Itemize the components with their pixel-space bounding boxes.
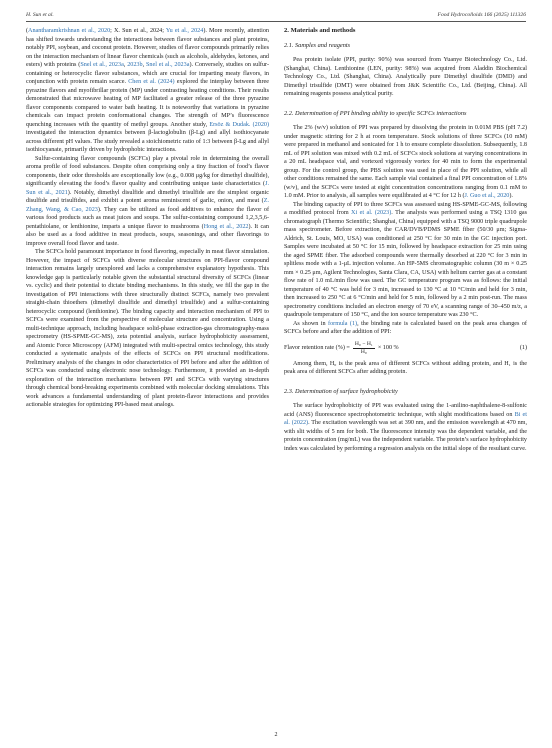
paragraph xyxy=(284,360,527,377)
equation-number: (1) xyxy=(519,344,527,351)
subsection-heading-samples: 2.1. Samples and reagents xyxy=(284,41,351,49)
paragraph xyxy=(26,155,269,249)
equation-fraction xyxy=(353,341,375,356)
paragraph xyxy=(284,124,527,201)
header-rule xyxy=(26,21,526,22)
text-run: . The analysis was performed using a TSQ 1310 gas chromatograph (Thermo Scientific; Shanghai, China) equipped with a TSQ 9000 triple quadrupole mass spectrometer. Before extraction, the CAR/DVB/PDMS SPME fiber (50/30 μm; Sigma-Aldrich, St. Louis, MO, USA) was conditioned at 250 °C for 30 min in the GC injection port. Samples were incubated at 50 °C for 15 min, followed by headspace extraction for 25 min using the aged SPME fiber. The adsorbed compounds were thermally desorbed at 220 °C for 3 min in splitless mode with a 1-μL injection volume. An HP-5MS chromatographic column (30 m × 0.25 mm × 0.25 μm, Agilent Technologies, Santa Clara, CA, USA) with helium carrier gas at a constant flow rate of 1.0 mL/min flow was used. The GC temperature program was as follows: the initial temperature of 40 °C was held for 3 min, increased to 130 °C at 10 °C/min and held for 3 min, then increased to 250 °C at 6 °C/min and held for 5 min, followed by a 2 min post-run. The mass spectrometry conditions included an electron energy of 70 eV, a scanning range of 30–450 m/z, a quadrupole temperature of 150 °C, and the ion source temperature was 230 °C. xyxy=(284,210,528,318)
text-run: Pea protein isolate (PPI, purity: 90%) was sourced from Yuanye Biotechnology Co., Ltd. (Shanghai, China). Lenthionine (LEN, purity: 98%) was acquired from Aladdin Biochemical Technology Co., Ltd. (Shanghai, China). Analytically pure Dimethyl disulfide (DMD) and Dimethyl trisulfide (DMT) were obtained from J&K Scientific Co., Ltd. (Beijing, China). All remaining reagents possess analytical purity. xyxy=(284,57,527,97)
running-header-journal: Food Hydrocolloids 166 (2025) 111326 xyxy=(437,12,526,18)
citation-link[interactable]: Anantharamkrishnan et al., 2020 xyxy=(28,28,111,34)
right-column xyxy=(284,27,527,453)
text-run: ). Notably, dimethyl disulfide and dimethyl trisulfide are the simplest organic disulfide and trisulfides, and exhibit a potent aroma reminiscent of garlic, onion, and meat ( xyxy=(26,189,269,204)
text-run: , xyxy=(142,62,146,68)
citation-link[interactable]: formula (1) xyxy=(328,320,358,327)
paragraph xyxy=(26,248,269,410)
equation-1 xyxy=(284,341,527,356)
citation-link[interactable]: J. Guo et al., 2020 xyxy=(464,193,510,199)
subsection-heading-binding: 2.2. Determination of PPI binding ability to specific SCFCs interactions xyxy=(284,109,467,117)
text-run: . The excitation wavelength was set at 390 nm, and the emission wavelength at 470 nm, with slit widths of 5 nm for both. The fluorescence intensity was the dependent variable, and the protein concentration (mg/mL) was the independent variable. The protein’s surface hydrophobicity index was calculated by performing a regression analysis on the initial slope of the resultant curve. xyxy=(284,420,527,452)
text-run: ). More recently, attention has shifted towards understanding the interactions between flavor substances and plant proteins, notably PPI, soybean, and coconut protein. However, studies of flavor compounds primarily relies on the interaction mechanism of linear flavor chemicals (such as alcohols, aldehydes, ketones, and esters) with proteins ( xyxy=(26,28,269,68)
citation-link[interactable]: Chen et al. (2024) xyxy=(128,79,175,85)
text-run: ). Conversely, studies on sulfur-containing or heterocyclic flavor substances, which are crucial for imparting meaty flavors, in conjunction with protein remain scarce. xyxy=(26,62,270,85)
citation-link[interactable]: J. Sun et al., 2021 xyxy=(26,181,269,196)
subsection-heading-hydrophobicity: 2.3. Determination of surface hydrophobicity xyxy=(284,387,398,395)
citation-link[interactable]: 2023b xyxy=(127,62,143,68)
text-run: As shown in xyxy=(293,320,329,327)
citation-link[interactable]: Bi et al. (2022) xyxy=(284,411,527,426)
paragraph xyxy=(284,201,527,320)
text-run: ( xyxy=(26,28,29,34)
text-run: , xyxy=(123,62,128,68)
text-run: The surface hydrophobicity of PPI was evaluated using the 1-anilino-naphthalene-8-sulfonic acid (ANS) fluorescence spectrophotometric technique, with slight modifications based on xyxy=(284,403,527,418)
text-run: Sulfur-containing flavor compounds (SCFCs) play a pivotal role in determining the overall aroma profile of food substances. Despite often comprising only a tiny fraction of food’s flavor components, their odor thresholds are exceptionally low (e.g., 0.008 μg/kg for dimethyl disulfide), significantly elevating the food’s flavor quality and contributing unique taste characteristics ( xyxy=(26,155,269,187)
equation-lhs: Flavor retention rate (%) = xyxy=(284,344,350,351)
citation-link[interactable]: Snel et al., 2023a xyxy=(145,62,190,68)
text-run: The 2% (w/v) solution of PPI was prepared by dissolving the protein in 0.01M PBS (pH 7.2) under magnetic stirring for 2 h at room temperature. Stock solutions of three SCFCs (10 mM) were prepared in methanol and sonicated for 1 h to ensure complete dissolution. Subsequently, 1.8 mL of PPI solution was mixed with 0.2 mL of SCFCs stock solutions at varying concentrations in a 20 mL headspace vial, and vortexed vigorously vortex for 40 min to form the experimental group. For the control group, the PBS solution was used in place of the PPI solution, while all other conditions remained the same. Each sample vial contained a final PPI concentration of 1.8% (w/v), and the SCFCs were tested at eight concentration concentrations ranging from 0.1 mM to 1.0 mM. Prior to analysis, all samples were equilibrated at 4 °C for 12 h ( xyxy=(284,125,527,199)
text-run: investigated the interaction dynamics between β-lactoglobulin (β-Lg) and allyl isothiocyanate across different pH values. The study revealed a stoichiometric ratio of 1:3 between β-Lg and allyl isothiocyanate, primarily driven by hydrophobic interactions. xyxy=(26,130,269,153)
citation-link[interactable]: Xi et al. (2023) xyxy=(351,210,392,216)
paragraph xyxy=(284,320,527,337)
text-run: ). It can also be used as a food additive in meat products, soups, seasonings, and other flavorings to improve overall food flavor and taste. xyxy=(26,223,269,247)
citation-link[interactable]: Ersöz & Dudak. (2020) xyxy=(209,121,269,128)
citation-link[interactable]: Snel et al., 2023a xyxy=(80,62,124,68)
text-run: explored the interplay between three pyrazine flavors and myofibrillar protein (MP) under contrasting heating conditions. Their results demonstrated that microwave heating of MP facilitated a greater release of the three pyrazine flavor components compared to water bath heating. It is noteworthy that variations in pyrazine chemicals can impact protein conformational changes. The strength of MP’s fluorescence quenching increases with the quantity of methyl groups. Another study, xyxy=(26,79,269,128)
text-run: ; X. Sun et al., 2024; xyxy=(110,28,166,34)
citation-link[interactable]: Hong et al., 2022 xyxy=(203,223,249,230)
equation-numerator: H₀ − H₁ xyxy=(354,340,373,347)
text-run: The SCFCs hold paramount importance in food flavoring, especially in meat flavor simulation. However, the impact of SCFCs with diverse molecular structures on PPI-flavor compound interaction remains largely unexplored and lacks a comprehensive explanatory hypothesis. This knowledge gap is particularly notable given the substantial structural diversity of SCFCs (linear vs. cyclic) and their potential to dictate binding mechanisms. In this study, we fill the gap in the investigation of PPI interactions with three structurally distinct SCFCs, namely two prevalent straight-chain thioethers (dimethyl disulfide and dimethyl trisulfide) and a sulfur-containing heterocyclic compound (lenthionine). The binding capacity and interaction mechanism of PPI to SCFCs were examined from the perspective of molecular structure and concentration. Using a multi-technique approach, including headspace solid-phase extraction-gas chromatography-mass spectrometry (HS-SPME-GC-MS), zeta potential analysis, surface hydrophobicity assessment, and Atomic Force Microscopy (AFM) integrated with multi-spectral omics technology, this study conducted a systematic analysis of the effects of SCFCs on PPI structural modifications. Preliminary analysis of the changes in odor characteristics of PPI before and after the addition of SCFCs was conducted using electronic nose technology. Furthermore, it provided an in-depth exploration of the interaction mechanisms between PPI and SCFCs with varying structures through chemical bond-breaking experiments combined with molecular docking simulations. This work advances a fundamental understanding of plant protein-flavor interactions and provides actionable strategies for optimizing PPI-based meat analogs. xyxy=(26,249,269,408)
text-run: ). xyxy=(509,193,513,199)
paragraph xyxy=(284,402,527,453)
section-heading-materials-methods: 2. Materials and methods xyxy=(284,27,356,34)
equation-denominator: H₀ xyxy=(360,348,367,355)
paragraph xyxy=(26,27,269,155)
paragraph xyxy=(284,56,527,99)
citation-link[interactable]: Yu et al., 2024 xyxy=(165,28,204,34)
text-run: Among them, H₀ is the peak area of different SCFCs without adding protein, and H₁ is the peak area of different SCFCs after adding protein. xyxy=(284,360,527,375)
text-run: ). They can be utilized as food additives to enhance the flavor of various food products such as meat juices and soups. The sulfur-containing compound 1,2,3,5,6-pentathiolane, or lenthionine, imparts a unique flavor to mushrooms ( xyxy=(26,206,269,230)
left-column xyxy=(26,27,269,410)
equation-rhs: × 100 % xyxy=(377,344,399,351)
text-run: The binding capacity of PPI to three SCFCs was assessed using HS-SPME-GC-MS, following a modified protocol from xyxy=(284,201,527,216)
page-number: 2 xyxy=(274,732,278,738)
text-run: , the binding rate is calculated based on the peak area changes of SCFCs before and after the addition of PPI: xyxy=(284,320,527,335)
running-header-authors: H. Sun et al. xyxy=(26,12,54,18)
citation-link[interactable]: Z. Zhang, Wang, & Cao, 2023 xyxy=(26,198,269,213)
